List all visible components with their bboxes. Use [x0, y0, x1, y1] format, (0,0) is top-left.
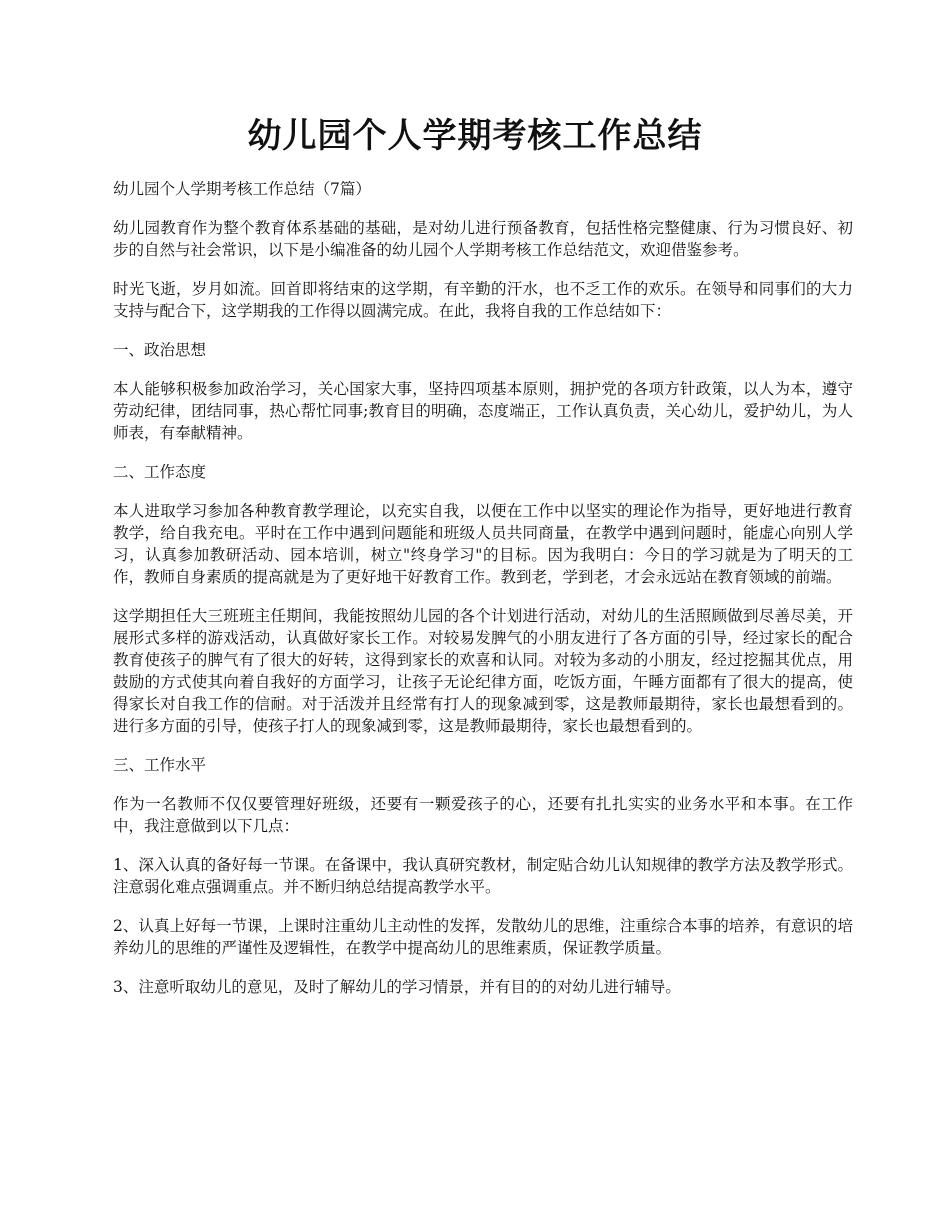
- intro-paragraph: 幼儿园教育作为整个教育体系基础的基础，是对幼儿进行预备教育，包括性格完整健康、行为习惯良好、初步的自然与社会常识，以下是小编准备的幼儿园个人学期考核工作总结范文，欢迎借鉴参考。: [113, 219, 853, 259]
- section-heading-politics: 一、政治思想: [113, 341, 207, 359]
- opening-paragraph: 时光飞逝，岁月如流。回首即将结束的这学期，有辛勤的汗水，也不乏工作的欢乐。在领导和同事们的大力支持与配合下，这学期我的工作得以圆满完成。在此，我将自我的工作总结如下：: [113, 280, 853, 320]
- class-teacher-paragraph: 这学期担任大三班班主任期间，我能按照幼儿园的各个计划进行活动，对幼儿的生活照顾做到尽善尽美，开展形式多样的游戏活动，认真做好家长工作。对较易发脾气的小朋友进行了各方面的引导，经过家长的配合教育使孩子的脾气有了很大的好转，这得到家长的欢喜和认同。对较为多动的小朋友，经过挖掘其优点，用鼓励的方式使其向着自我好的方面学习，让孩子无论纪律方面，吃饭方面，午睡方面都有了很大的提高，使得家长对自我工作的信耐。对于活泼并且经常有打人的现象减到零，这是教师最期待，家长也最想看到的。进行多方面的引导，使孩子打人的现象减到零，这是教师最期待，家长也最想看到的。: [113, 607, 853, 735]
- point-1-paragraph: 1、深入认真的备好每一节课。在备课中，我认真研究教材，制定贴合幼儿认知规律的教学方法及教学形式。注意弱化难点强调重点。并不断归纳总结提高教学水平。: [113, 856, 853, 896]
- politics-paragraph: 本人能够积极参加政治学习，关心国家大事，坚持四项基本原则，拥护党的各项方针政策，以人为本，遵守劳动纪律，团结同事，热心帮忙同事;教育目的明确，态度端正，工作认真负责，关心幼儿，爱护幼儿，为人师表，有奉献精神。: [113, 380, 853, 442]
- point-3-paragraph: 3、注意听取幼儿的意见，及时了解幼儿的学习情景，并有目的的对幼儿进行辅导。: [113, 978, 681, 996]
- ability-intro-paragraph: 作为一名教师不仅仅要管理好班级，还要有一颗爱孩子的心，还要有扎扎实实的业务水平和本事。在工作中，我注意做到以下几点：: [113, 795, 853, 835]
- section-heading-ability: 三、工作水平: [113, 756, 207, 774]
- document-body: [113, 178, 853, 1015]
- attitude-paragraph: 本人进取学习参加各种教育教学理论，以充实自我，以便在工作中以坚实的理论作为指导，更好地进行教育教学，给自我充电。平时在工作中遇到问题能和班级人员共同商量，在教学中遇到问题时，能虚心向别人学习，认真参加教研活动、园本培训，树立"终身学习"的目标。因为我明白：今日的学习就是为了明天的工作，教师自身素质的提高就是为了更好地干好教育工作。教到老，学到老，才会永远站在教育领域的前端。: [113, 502, 853, 586]
- point-2-paragraph: 2、认真上好每一节课，上课时注重幼儿主动性的发挥，发散幼儿的思维，注重综合本事的培养，有意识的培养幼儿的思维的严谨性及逻辑性，在教学中提高幼儿的思维素质，保证教学质量。: [113, 917, 853, 957]
- subtitle-paragraph: 幼儿园个人学期考核工作总结（7篇）: [113, 180, 371, 198]
- section-heading-attitude: 二、工作态度: [113, 463, 207, 481]
- document-title: 幼儿园个人学期考核工作总结: [247, 116, 703, 156]
